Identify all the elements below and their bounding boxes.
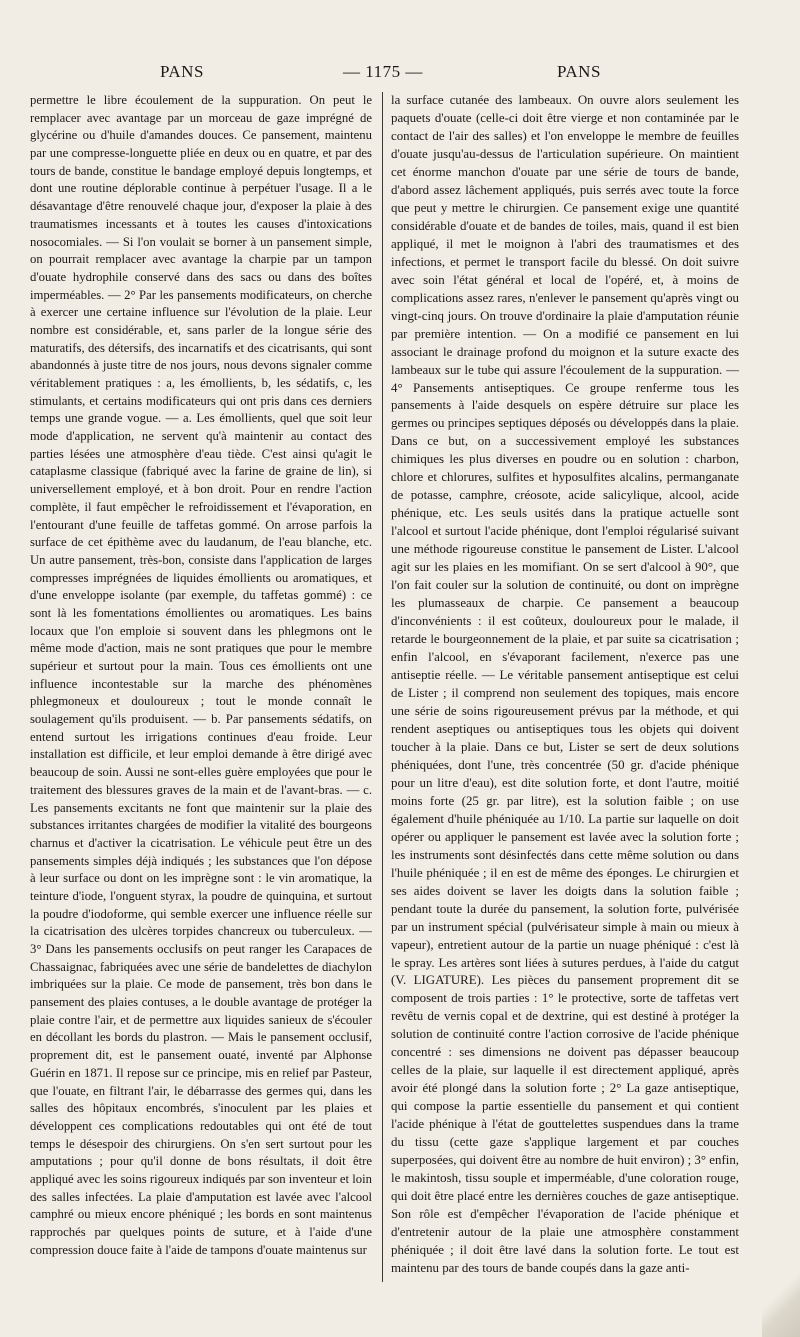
page-number: — 1175 — (343, 62, 423, 81)
right-column-text: la surface cutanée des lambeaux. On ouvre alors seulement les paquets d'ouate (celle-ci doit être vierge et non contaminée par le contact de l'air des salles) et l'on enveloppe le membre de feuilles d'ouate jusqu'au-dessus de l'articulation supérieure. On maintient cet énorme manchon d'ouate par une série de tours de bande, d'abord assez lâchement appliqués, puis serrés avec toute la force que peut y mettre le chirurgien. Ce pansement exige une quantité considérable d'ouate et de bandes de toiles, mais, quand il est bien appliqué, il met le moignon à l'abri des traumatismes et des infections, et permet le transport facile du blessé. On doit suivre avec soin l'état général et local de l'opéré, et, à moins de complications assez rares, n'enlever le pansement qu'après vingt ou vingt-cinq jours. On trouve d'ordinaire la plaie d'amputation réunie par première intention. — On a modifié ce pansement en lui associant le drainage profond du moignon et la suture exacte des lambeaux sur le tube qui assure l'écoulement de la suppuration. — 4° Pansements antiseptiques. Ce groupe renferme tous les pansements à l'aide desquels on espère détruire sur place les germes ou principes septiques déposés ou développés dans la plaie. Dans ce but, on a successivement employé les substances chimiques les plus diverses en poudre ou en solution : charbon, chlore et chlorures, sulfites et hyposulfites alcalins, permanganate de potasse, camphre, créosote, acide salicylique, alcool, acide phénique, etc. Les seuls usités dans la pratique actuelle sont l'alcool et surtout l'acide phénique, dont l'emploi régularisé suivant une méthode rigoureuse constitue le pansement de Lister. L'alcool agit sur les plaies en les momifiant. On se sert d'alcool à 90°, que l'on fait couler sur la solution de continuité, ou dont on imprègne les plumasseaux de charpie. Ce pansement a beaucoup d'inconvénients : il est coûteux, douloureux pour le malade, il retarde le bourgeonnement de la plaie, et par suite sa cicatrisation ; enfin l'alcool, en s'évaporant facilement, n'exerce pas une antiseptie réelle. — Le véritable pansement antiseptique est celui de Lister ; il comprend non seulement des topiques, mais encore une série de soins rigoureusement prévus par la méthode, et qui rendent aseptiques ou antiseptiques tous les objets qui doivent toucher à la plaie. Dans ce but, Lister se sert de deux solutions phéniquées, dont l'une, très concentrée (50 gr. d'acide phénique pour un litre d'eau), est dite solution forte, et dont l'autre, moitié moins forte (25 gr. par litre), est la solution faible ; on use également d'huile phéniquée au 1/10. La partie sur laquelle on doit opérer ou appliquer le pansement est lavée avec la solution forte ; les instruments sont désinfectés dans cette même solution ou dans l'huile phéniquée ; il en est de même des éponges. Le chirurgien et ses aides doivent se laver les doigts dans la solution faible ; pendant toute la durée du pansement, la solution forte, pulvérisée par un instrument spécial (pulvérisateur simple à main ou mieux à vapeur), entretient autour de la partie un nuage phéniqué : c'est là le spray. Les artères sont liées à sutures perdues, à l'aide du catgut (V. LIGATURE). Les pièces du pansement proprement dit se composent de trois parties : 1° le protective, sorte de taffetas vert revêtu de vernis copal et de dextrine, qui est destiné à protéger la solution de continuité contre l'action corrosive de l'acide phénique concentré : ses dimensions ne doivent pas dépasser beaucoup celles de la plaie, sur laquelle il est directement appliqué, après avoir été plongé dans la solution forte ; 2° La gaze antiseptique, qui compose la partie essentielle du pansement et qui contient l'acide phénique à l'état de gouttelettes suspendues dans la trame du tissu (cette gaze s'applique largement et par couches superposées, qui doivent être au nombre de huit environ) ; 3° enfin, le makintosh, tissu souple et imperméable, d'une coloration rouge, qui doit être placé entre les dernières couches de gaze antiseptique. Son rôle est d'empêcher l'évaporation de l'acide phénique et d'entretenir autour de la plaie une atmosphère constamment phéniquée ; il doit être lavé dans la solution forte. Le tout est maintenu par des tours de bande coupés dans la gaze anti- (391, 93, 739, 1275)
page-header (30, 62, 770, 88)
text-column-right (391, 92, 739, 1278)
text-column-left (30, 92, 372, 1259)
running-head-right: PANS (557, 62, 601, 81)
page-corner-shadow (762, 1267, 800, 1337)
left-column-text: permettre le libre écoulement de la suppuration. On peut le remplacer avec avantage par un morceau de gaze imprégné de glycérine ou d'huile d'amandes douces. Ce pansement, maintenu par une compresse-longuette pliée en deux ou en quatre, et par des tours de bande, constitue le bandage employé depuis longtemps, et dont une routine déplorable continue à perpétuer l'usage. Il a le désavantage d'être renouvelé chaque jour, d'exposer la plaie à des traumatismes incessants et à toutes les causes d'intoxications nosocomiales. — Si l'on voulait se borner à un pansement simple, on pourrait remplacer avec avantage la charpie par un tampon d'ouate hydrophile conservé dans des sacs ou dans des boîtes imperméables. — 2° Par les pansements modificateurs, on cherche à exercer une certaine influence sur l'évolution de la plaie. Leur nombre est considérable, et, sans parler de la longue série des maturatifs, des détersifs, des incarnatifs et des cicatrisants, qui sont abandonnés à juste titre de nos jours, nous devons signaler comme véritablement pratiques : a, les émollients, b, les sédatifs, c, les stimulants, et certains modificateurs qui ont pris dans ces derniers temps une grande vogue. — a. Les émollients, quel que soit leur mode d'application, ne servent qu'à maintenir au contact des parties lésées une atmosphère d'eau tiède. C'est ainsi qu'agit le cataplasme classique (fabriqué avec la farine de graine de lin), si universellement employé, et à bon droit. Pour en rendre l'action complète, il faut empêcher le refroidissement et l'évaporation, en l'entourant d'une feuille de taffetas gommé. On arrose parfois la surface de cet épithème avec du laudanum, de l'eau blanche, etc. Un autre pansement, très-bon, consiste dans l'application de larges compresses imprégnées de liquides émollients ou aromatiques, et d'une enveloppe isolante (par exemple, du taffetas gommé) : ce sont là les fomentations émollientes ou aromatiques. Les bains locaux que l'on emploie si souvent dans les phlegmons ont le même mode d'action, mais ne sont pratiques que pour le membre supérieur et surtout pour la main. Tous ces émollients ont une influence incontestable sur la marche des phénomènes phlegmoneux et douloureux ; tout le monde connaît le soulagement qu'ils produisent. — b. Par pansements sédatifs, on entend surtout les irrigations continues d'eau froide. Leur installation est difficile, et leur emploi demande à être dirigé avec beaucoup de soin. Aussi ne sont-elles guère employées que pour le traitement des blessures graves de la main et de l'avant-bras. — c. Les pansements excitants ne font que maintenir sur la plaie des substances irritantes chargées de modifier la vitalité des bourgeons charnus et d'activer la cicatrisation. Le véhicule peut être un des pansements simples déjà indiqués ; les substances que l'on dépose à leur surface ou dont on les imprègne sont : le vin aromatique, la teinture d'iode, l'onguent styrax, la poudre de quinquina, et surtout la poudre d'iodoforme, qui semble exercer une influence réelle sur la cicatrisation des ulcères torpides chancreux ou tuberculeux. — 3° Dans les pansements occlusifs on peut ranger les Carapaces de Chassaignac, fabriquées avec une série de bandelettes de diachylon imbriquées sur la plaie. Ce mode de pansement, très bon dans le pansement des plaies contuses, a le double avantage de protéger la plaie contre l'air, et de permettre aux liquides sanieux de s'écouler en décollant les bords du plastron. — Mais le pansement occlusif, proprement dit, est le pansement ouaté, inventé par Alphonse Guérin en 1871. Il repose sur ce principe, mis en relief par Pasteur, que l'ouate, en filtrant l'air, le débarrasse des germes qui, dans les salles des hôpitaux encombrés, s'inoculent par les plaies et développent ces complications redoutables qui ont été de tout temps le désespoir des chirurgiens. On s'en sert surtout pour les amputations ; pour qu'il donne de bons résultats, il doit être appliqué avec les soins rigoureux indiqués par son inventeur et loin des salles infectées. La plaie d'amputation est lavée avec l'alcool camphré ou mieux encore phéniqué ; les bords en sont maintenus rapprochés par quelques points de suture, et à l'aide d'une compression douce faite à l'aide de tampons d'ouate maintenus sur (30, 93, 372, 1257)
column-divider (382, 92, 383, 1282)
running-head-left: PANS (160, 62, 204, 81)
